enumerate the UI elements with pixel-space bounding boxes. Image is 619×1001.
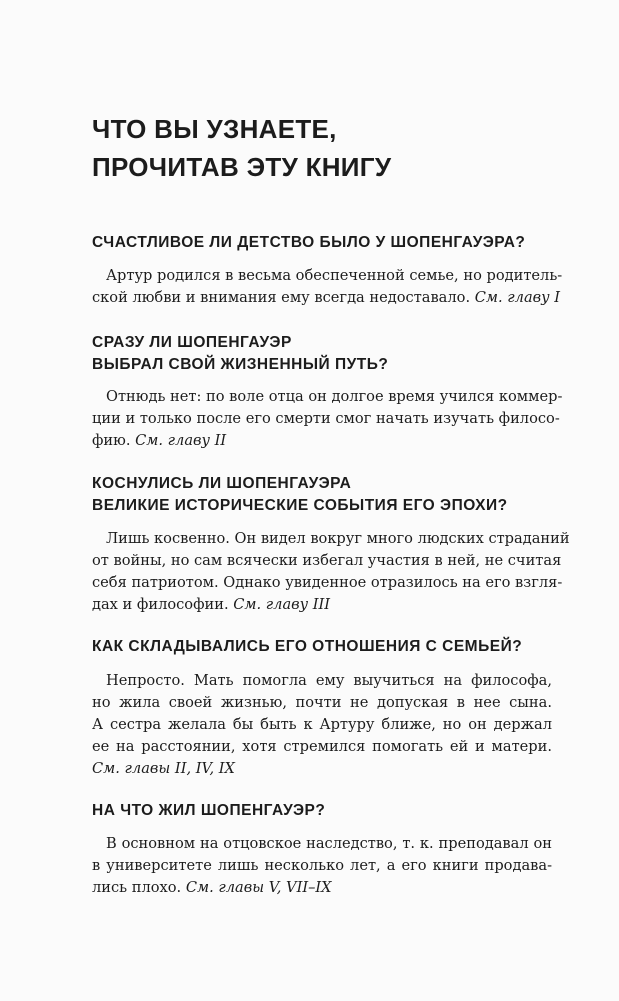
answer-paragraph: [92, 386, 563, 452]
answer-line: но жила своей жизнью, почти не допуская в нее сына.: [92, 694, 552, 711]
chapter-reference: См. главу III: [233, 596, 331, 613]
question-line: ВЕЛИКИЕ ИСТОРИЧЕСКИЕ СОБЫТИЯ ЕГО ЭПОХИ?: [92, 497, 508, 514]
answer-line: Лишь косвенно. Он видел вокруг много людских страданий: [106, 530, 570, 547]
question-heading: [92, 636, 552, 658]
question-heading: [92, 232, 552, 254]
question-line: КАК СКЛАДЫВАЛИСЬ ЕГО ОТНОШЕНИЯ С СЕМЬЕЙ?: [92, 638, 523, 655]
chapter-reference: См. главу I: [474, 289, 561, 306]
question-line: НА ЧТО ЖИЛ ШОПЕНГАУЭР?: [92, 802, 326, 819]
question-line: СЧАСТЛИВОЕ ЛИ ДЕТСТВО БЫЛО У ШОПЕНГАУЭРА?: [92, 234, 526, 251]
page-title: [92, 110, 532, 186]
answer-line: В основном на отцовское наследство, т. к. преподавал он: [106, 835, 552, 852]
answer-line: дах и философии. См. главу III: [92, 596, 331, 613]
page-title-line: ЧТО ВЫ УЗНАЕТЕ,: [92, 114, 337, 144]
question-heading: [92, 473, 552, 517]
answer-line: себя патриотом. Однако увиденное отразилось на его взгля-: [92, 574, 563, 591]
answer-line: [92, 758, 552, 780]
answer-line: лись плохо. См. главы V, VII–IX: [92, 879, 332, 896]
question-line: КОСНУЛИСЬ ЛИ ШОПЕНГАУЭРА: [92, 475, 352, 492]
answer-line: от войны, но сам всячески избегал участия в ней, не считая: [92, 552, 562, 569]
answer-paragraph: [92, 833, 552, 899]
answer-line: Непросто. Мать помогла ему выучиться на философа,: [106, 672, 552, 689]
answer-line: Отнюдь нет: по воле отца он долгое время учился коммер-: [106, 388, 563, 405]
answer-line: ции и только после его смерти смог начать изучать филосо-: [92, 410, 560, 427]
answer-line: в университете лишь несколько лет, а его книги продава-: [92, 857, 552, 874]
question-heading: [92, 800, 552, 822]
answer-line: ее на расстоянии, хотя стремился помогать ей и матери.: [92, 738, 552, 755]
chapter-reference: См. главы II, IV, IX: [92, 760, 235, 777]
answer-line: А сестра желала бы быть к Артуру ближе, но он держал: [92, 716, 552, 733]
answer-line: ской любви и внимания ему всегда недоставало. См. главу I: [92, 289, 561, 306]
answer-line: фию. См. главу II: [92, 432, 227, 449]
answer-paragraph: [92, 265, 563, 309]
chapter-reference: См. главу II: [135, 432, 227, 449]
question-line: СРАЗУ ЛИ ШОПЕНГАУЭР: [92, 334, 292, 351]
answer-paragraph: [92, 528, 570, 616]
chapter-reference: См. главы V, VII–IX: [185, 879, 332, 896]
question-heading: [92, 332, 552, 376]
page-title-line: ПРОЧИТАВ ЭТУ КНИГУ: [92, 152, 392, 182]
answer-line: Артур родился в весьма обеспеченной семье, но родитель-: [106, 267, 563, 284]
question-line: ВЫБРАЛ СВОЙ ЖИЗНЕННЫЙ ПУТЬ?: [92, 356, 389, 373]
answer-paragraph: [92, 670, 552, 780]
